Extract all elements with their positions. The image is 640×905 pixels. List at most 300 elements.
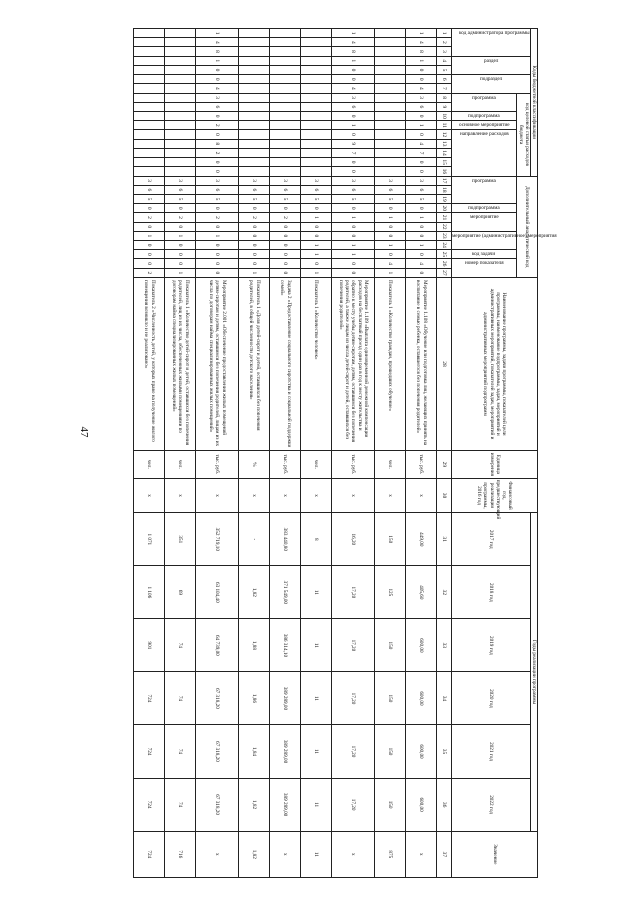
year-value: 150 [375, 513, 406, 566]
header-main-event: основное мероприятие [452, 121, 517, 130]
year-value: 11 [301, 778, 332, 831]
year-value: 17,20 [332, 619, 375, 672]
code-cell: 0 [270, 259, 301, 268]
code-cell: 0 [406, 268, 437, 277]
column-number: 2 [437, 38, 452, 47]
row-total: х [270, 831, 301, 877]
code-cell [375, 38, 406, 47]
year-value: 11 [301, 725, 332, 778]
header-add-event-detail: мероприятие (административное) мероприятия [452, 231, 517, 249]
code-cell: 0 [134, 259, 165, 268]
code-cell [270, 111, 301, 120]
code-cell: 7 [332, 148, 375, 157]
code-cell: 5 [406, 194, 437, 203]
row-total: х [332, 831, 375, 877]
row-unit: чел. [165, 451, 196, 479]
code-cell: 0 [165, 241, 196, 250]
code-cell [134, 75, 165, 84]
code-cell: 6 [196, 185, 239, 194]
column-number: 9 [437, 102, 452, 111]
column-number: 34 [437, 672, 452, 725]
code-cell [239, 29, 270, 38]
code-cell: 5 [196, 194, 239, 203]
year-value: 1,82 [239, 566, 270, 619]
header-subprogram: подпрограмма [452, 111, 517, 120]
code-cell [375, 130, 406, 139]
code-cell: 6 [196, 102, 239, 111]
code-cell: 5 [134, 194, 165, 203]
code-cell [301, 75, 332, 84]
code-cell: 0 [196, 130, 239, 139]
code-cell: 0 [406, 231, 437, 240]
page-number: 47 [78, 426, 90, 438]
code-cell [165, 111, 196, 120]
column-number: 12 [437, 130, 452, 139]
column-number: 22 [437, 222, 452, 231]
column-number: 7 [437, 84, 452, 93]
code-cell [165, 75, 196, 84]
code-cell: 0 [196, 75, 239, 84]
column-number: 21 [437, 213, 452, 222]
code-cell: 1 [301, 213, 332, 222]
code-cell: 0 [196, 222, 239, 231]
code-cell [134, 111, 165, 120]
row-unit: чел. [134, 451, 165, 479]
code-cell [270, 56, 301, 65]
code-cell: 0 [332, 130, 375, 139]
code-cell: 0 [332, 204, 375, 213]
code-cell: 1 [196, 29, 239, 38]
code-cell [239, 75, 270, 84]
header-add-program: программа [452, 176, 517, 204]
row-name: Мероприятие 1.109 «Выплата единовременной денежной компенсации расходов на бесплатный проезд один раз в год к месту жительства и обратно к месту учебы детям-сиротам, детям, оставшимся без попечения родителей, а также лицам из числа детей-сирот и детей, оставшихся без попечения родителей» [332, 278, 375, 451]
row-base-year: х [165, 478, 196, 513]
code-cell: 1 [375, 268, 406, 277]
row-name: Мероприятие 2.001 «Обеспечение предоставления жилых помещений детям-сиротам и детям, оставшимся без попечения родителей, лицам из их числа по договорам найма специализированных жилых помещений» [196, 278, 239, 451]
column-number: 15 [437, 158, 452, 167]
code-cell [239, 111, 270, 120]
code-cell: 1 [406, 56, 437, 65]
column-number: 33 [437, 619, 452, 672]
column-number: 20 [437, 204, 452, 213]
row-name: Показатель 1 «Количество граждан, прошедших обучение» [375, 278, 406, 451]
table-row [406, 29, 437, 878]
code-cell: 0 [375, 204, 406, 213]
code-cell: 1 [165, 231, 196, 240]
code-cell: 5 [375, 194, 406, 203]
code-cell: 3 [239, 176, 270, 185]
code-cell: 0 [332, 268, 375, 277]
row-unit: тыс. руб. [406, 451, 437, 479]
year-value: 11 [301, 619, 332, 672]
code-cell: 6 [165, 185, 196, 194]
row-name: Мероприятие 1.108 «Обучение или подготовка лиц, желающих принять на воспитание в семью ребенка, оставшегося без попечения родителей» [406, 278, 437, 451]
code-cell [375, 121, 406, 130]
row-unit: тыс. руб. [270, 451, 301, 479]
header-naming: Наименование программы, задачи программы, показателей цели программы, наименование подпрограммы, задач, мероприятий и административных мероприятий, показателей задач, мероприятий и административных мероприятий подпрограмм [452, 278, 538, 451]
code-cell: 3 [270, 176, 301, 185]
year-value: 1,86 [239, 672, 270, 725]
code-cell: 3 [375, 176, 406, 185]
code-cell [270, 148, 301, 157]
column-number: 5 [437, 65, 452, 74]
code-cell: 0 [375, 222, 406, 231]
year-value: 1 071 [134, 513, 165, 566]
code-cell [301, 65, 332, 74]
code-cell [301, 111, 332, 120]
code-cell [270, 130, 301, 139]
code-cell [301, 38, 332, 47]
column-number: 30 [437, 478, 452, 513]
table-row [196, 29, 239, 878]
code-cell [165, 56, 196, 65]
code-cell: 9 [332, 139, 375, 148]
year-value: 74 [165, 672, 196, 725]
year-value: 69 [165, 566, 196, 619]
year-value: 724 [134, 778, 165, 831]
code-cell: 1 [375, 213, 406, 222]
code-cell: 0 [406, 204, 437, 213]
column-number: 27 [437, 268, 452, 277]
code-cell [165, 121, 196, 130]
column-number: 25 [437, 250, 452, 259]
header-year-6: 2022 год [452, 778, 530, 831]
code-cell: 0 [239, 241, 270, 250]
code-cell: 0 [375, 250, 406, 259]
row-unit: % [239, 451, 270, 479]
code-cell: 1 [301, 268, 332, 277]
code-cell: 0 [165, 204, 196, 213]
table-row [134, 29, 165, 878]
code-cell [134, 84, 165, 93]
row-base-year: х [239, 478, 270, 513]
code-cell [301, 139, 332, 148]
code-cell [134, 47, 165, 56]
code-cell [165, 167, 196, 176]
row-total: 716 [165, 831, 196, 877]
column-number: 19 [437, 194, 452, 203]
header-fin-year: Финансовый год, предшествующий реализации программы, 2016 год [452, 478, 538, 513]
code-cell: 1 [332, 250, 375, 259]
row-base-year: х [406, 478, 437, 513]
code-cell: 4 [406, 259, 437, 268]
row-total: 11 [301, 831, 332, 877]
year-value: 150 [375, 619, 406, 672]
column-number: 10 [437, 111, 452, 120]
code-cell [375, 93, 406, 102]
code-cell: 5 [239, 194, 270, 203]
year-value: 389 289,00 [270, 725, 301, 778]
code-cell [239, 93, 270, 102]
table-row [270, 29, 301, 878]
code-cell: 0 [196, 259, 239, 268]
code-cell [165, 84, 196, 93]
year-value: 405,60 [406, 566, 437, 619]
year-value: 389 289,00 [270, 778, 301, 831]
row-total: 875 [375, 831, 406, 877]
code-cell: 0 [406, 222, 437, 231]
code-cell [375, 111, 406, 120]
year-value: 74 [165, 725, 196, 778]
header-year-1: 2017 год [452, 513, 530, 566]
code-cell: 0 [332, 222, 375, 231]
code-cell: 0 [239, 204, 270, 213]
code-cell: 0 [270, 250, 301, 259]
row-name: Показатель 1 «Количество человек» [301, 278, 332, 451]
column-number: 1 [437, 29, 452, 38]
code-cell [239, 139, 270, 148]
header-direction: направление расходов [452, 130, 517, 176]
code-cell: 6 [332, 102, 375, 111]
code-cell: 1 [301, 250, 332, 259]
code-cell: 0 [406, 158, 437, 167]
code-cell: 4 [406, 139, 437, 148]
header-indicator-code: номер показателя [452, 259, 517, 278]
code-cell: 0 [332, 65, 375, 74]
code-cell: 6 [270, 185, 301, 194]
code-cell [270, 167, 301, 176]
year-value: 449,00 [406, 513, 437, 566]
table-row [301, 29, 332, 878]
code-cell: 0 [301, 259, 332, 268]
code-cell: 2 [196, 148, 239, 157]
header-section: раздел [452, 56, 530, 74]
header-subsection: подраздел [452, 75, 530, 93]
code-cell [301, 93, 332, 102]
code-cell: 1 [332, 29, 375, 38]
row-base-year: х [375, 478, 406, 513]
year-value: 352 719,10 [196, 513, 239, 566]
code-cell [270, 47, 301, 56]
code-cell: 1 [332, 121, 375, 130]
code-cell [301, 158, 332, 167]
header-value: Значение [452, 831, 538, 877]
year-value: - [239, 513, 270, 566]
column-number: 18 [437, 185, 452, 194]
code-cell: 0 [196, 268, 239, 277]
year-value: 8 [301, 513, 332, 566]
code-cell [134, 158, 165, 167]
code-cell [134, 102, 165, 111]
row-unit: тыс. руб. [332, 451, 375, 479]
row-base-year: х [270, 478, 301, 513]
code-cell: 0 [301, 204, 332, 213]
code-cell: 0 [332, 158, 375, 167]
code-cell: 3 [332, 176, 375, 185]
column-number: 14 [437, 148, 452, 157]
code-cell: 2 [165, 213, 196, 222]
code-cell [239, 84, 270, 93]
code-cell: 4 [375, 259, 406, 268]
year-value: 600,00 [406, 672, 437, 725]
code-cell [270, 38, 301, 47]
code-cell: 0 [196, 158, 239, 167]
code-cell [270, 102, 301, 111]
code-cell: 0 [406, 130, 437, 139]
code-cell: 0 [239, 250, 270, 259]
year-value: 67 318,20 [196, 672, 239, 725]
year-value: 386 314,10 [270, 619, 301, 672]
code-cell [134, 121, 165, 130]
code-cell [239, 38, 270, 47]
code-cell: 0 [332, 75, 375, 84]
year-value: 67 318,20 [196, 778, 239, 831]
code-cell: 7 [406, 148, 437, 157]
code-cell [270, 84, 301, 93]
row-base-year: х [332, 478, 375, 513]
code-cell: 0 [406, 167, 437, 176]
header-expense-code: код целевой статьи расходов бюджета [517, 93, 530, 176]
program-table [133, 28, 557, 878]
code-cell: 3 [332, 93, 375, 102]
code-cell [375, 47, 406, 56]
code-cell [239, 102, 270, 111]
year-value: 63 104,40 [196, 566, 239, 619]
code-cell: 0 [375, 231, 406, 240]
code-cell [239, 148, 270, 157]
code-cell: 1 [332, 241, 375, 250]
code-cell: 1 [375, 241, 406, 250]
column-number: 16 [437, 167, 452, 176]
row-total: 724 [134, 831, 165, 877]
code-cell: 6 [332, 185, 375, 194]
code-cell: 1 [196, 231, 239, 240]
code-cell: 2 [196, 213, 239, 222]
code-cell [239, 65, 270, 74]
code-cell: 5 [301, 194, 332, 203]
row-base-year: х [301, 478, 332, 513]
code-cell: 6 [239, 185, 270, 194]
code-cell: 1 [196, 56, 239, 65]
header-program: программа [452, 93, 517, 111]
code-cell: 1 [165, 268, 196, 277]
row-unit: тыс. руб. [196, 451, 239, 479]
code-cell: 6 [375, 185, 406, 194]
header-year-4: 2020 год [452, 672, 530, 725]
code-cell [165, 47, 196, 56]
code-cell [375, 56, 406, 65]
code-cell: 6 [134, 185, 165, 194]
header-year-3: 2019 год [452, 619, 530, 672]
code-cell: 2 [134, 268, 165, 277]
row-base-year: х [134, 478, 165, 513]
code-cell: 4 [406, 84, 437, 93]
code-cell: 8 [196, 139, 239, 148]
row-name: Показатель 2 «Численность детей, у которых право на получение жилого помещения возникло и не реализовано» [134, 278, 165, 451]
code-cell: 1 [239, 268, 270, 277]
code-cell: 8 [332, 47, 375, 56]
code-cell: 2 [270, 213, 301, 222]
header-chief-admin: код администратора программы [452, 29, 530, 57]
year-value: 1,88 [239, 619, 270, 672]
code-cell: 0 [239, 259, 270, 268]
column-number: 37 [437, 831, 452, 877]
header-years-title: Годы реализации программы [530, 513, 537, 831]
code-cell [301, 29, 332, 38]
code-cell [301, 130, 332, 139]
year-value: 11 [301, 566, 332, 619]
header-add-subprogram: подпрограмма [452, 204, 517, 213]
code-cell [270, 121, 301, 130]
code-cell: 1 [406, 241, 437, 250]
code-cell: 0 [406, 111, 437, 120]
code-cell: 0 [165, 250, 196, 259]
code-cell: 3 [406, 176, 437, 185]
code-cell: 4 [332, 38, 375, 47]
code-cell: 0 [406, 75, 437, 84]
code-cell [375, 167, 406, 176]
column-number: 36 [437, 778, 452, 831]
code-cell: 0 [196, 250, 239, 259]
table-body [134, 29, 437, 878]
code-cell: 0 [134, 204, 165, 213]
code-cell [375, 158, 406, 167]
code-cell [375, 84, 406, 93]
code-cell: 0 [196, 204, 239, 213]
column-number: 35 [437, 725, 452, 778]
row-name: Показатель 1 «Количество детей-сирот и детей, оставшихся без попечения родителей, лиц из их числа, обеспеченных жилыми помещениями по договорам найма специализированных жилых помещений» [165, 278, 196, 451]
year-value: 600,00 [406, 619, 437, 672]
year-value: 724 [134, 725, 165, 778]
code-cell [270, 65, 301, 74]
column-number: 11 [437, 121, 452, 130]
code-cell [165, 130, 196, 139]
year-value: 1,84 [239, 725, 270, 778]
code-cell: 0 [270, 268, 301, 277]
year-value: 74 [165, 619, 196, 672]
code-cell [239, 121, 270, 130]
column-number: 24 [437, 241, 452, 250]
code-cell: 3 [196, 176, 239, 185]
code-cell: 6 [406, 102, 437, 111]
row-total: 1,82 [239, 831, 270, 877]
column-numbers-row [437, 29, 452, 878]
code-cell [134, 65, 165, 74]
table-header [437, 29, 557, 878]
code-cell [301, 167, 332, 176]
code-cell: 0 [270, 241, 301, 250]
column-number: 4 [437, 56, 452, 65]
code-cell [270, 139, 301, 148]
code-cell [375, 148, 406, 157]
code-cell [134, 167, 165, 176]
column-number: 6 [437, 75, 452, 84]
code-cell: 0 [134, 250, 165, 259]
code-cell: 4 [196, 38, 239, 47]
code-cell [165, 148, 196, 157]
code-cell [239, 47, 270, 56]
code-cell: 5 [270, 194, 301, 203]
year-value: 389 289,00 [270, 672, 301, 725]
code-cell [165, 102, 196, 111]
code-cell: 0 [196, 167, 239, 176]
code-cell [239, 130, 270, 139]
code-cell [165, 139, 196, 148]
code-cell: 1 [332, 213, 375, 222]
year-value: 600,00 [406, 778, 437, 831]
code-cell [134, 148, 165, 157]
code-cell: 0 [165, 259, 196, 268]
code-cell: 0 [270, 204, 301, 213]
code-cell: 3 [165, 176, 196, 185]
row-base-year: х [196, 478, 239, 513]
code-cell: 4 [406, 38, 437, 47]
year-value: 67 318,20 [196, 725, 239, 778]
year-value: 17,20 [332, 725, 375, 778]
code-cell [301, 148, 332, 157]
code-cell: 5 [165, 194, 196, 203]
table-row [375, 29, 406, 878]
